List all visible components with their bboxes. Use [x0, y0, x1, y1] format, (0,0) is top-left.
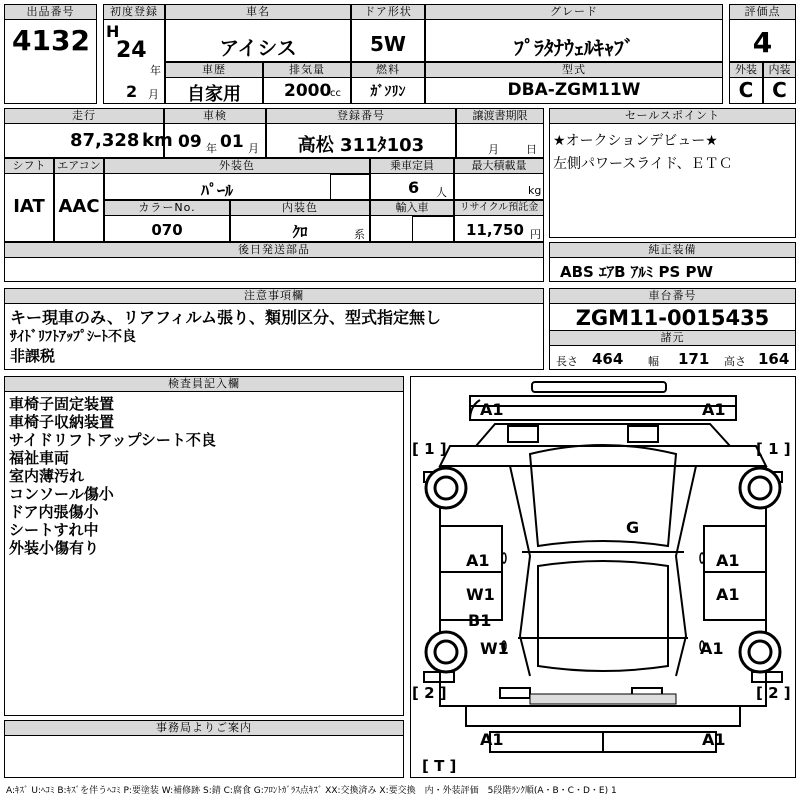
- first-reg-label: 初度登録: [103, 4, 165, 20]
- load-unit: kg: [528, 184, 542, 197]
- chassis-number: ZGM11-0015435: [575, 306, 770, 330]
- inspector-line: 室内薄汚れ: [9, 467, 85, 485]
- sales-point: ★オークションデビュー★: [553, 133, 718, 149]
- int-label: 内装: [763, 62, 796, 78]
- inspector-line: シートすれ中: [9, 521, 99, 539]
- reg-month-unit: 月: [148, 88, 159, 101]
- height: 164: [758, 350, 790, 368]
- damage-mark: G: [626, 518, 640, 537]
- damage-mark: A1: [700, 639, 724, 658]
- shift: IAT: [13, 196, 45, 217]
- damage-mark: A1: [716, 551, 740, 570]
- load-label: 最大積載量: [454, 158, 544, 174]
- era: H: [106, 22, 120, 41]
- interior-color-unit: 系: [354, 228, 365, 241]
- spec-label: 諸元: [549, 330, 796, 346]
- length-label: 長さ: [556, 355, 578, 368]
- model-type: DBA-ZGM11W: [507, 80, 641, 100]
- inspect-year: 09: [178, 132, 202, 152]
- damage-mark: W1: [480, 639, 509, 658]
- door-label: ドア形状: [351, 4, 425, 20]
- door-type: 5W: [370, 32, 406, 56]
- length: 464: [592, 350, 624, 368]
- damage-mark: A1: [480, 400, 504, 419]
- zone-bracket: [ T ]: [422, 757, 457, 775]
- import-subcell: [412, 216, 454, 242]
- recycle-fee: 11,750: [466, 221, 524, 239]
- damage-mark: A1: [480, 730, 504, 749]
- interior-color-label: 内装色: [230, 200, 370, 216]
- width-label: 幅: [648, 355, 659, 368]
- interior-color: ｸﾛ: [292, 223, 308, 241]
- aircon: AAC: [58, 196, 100, 217]
- disp-unit: cc: [330, 88, 341, 99]
- color-number: 070: [151, 221, 183, 239]
- exterior-color: ﾊﾟｰﾙ: [200, 181, 233, 200]
- plate-number: 高松 311ﾀ103: [297, 135, 425, 156]
- capacity-unit: 人: [436, 186, 447, 199]
- grade: ﾌﾟﾗﾀﾅｳｪﾙｷｬﾌﾞ: [514, 36, 634, 60]
- later-parts-label: 後日発送部品: [4, 242, 544, 258]
- ext-grade: C: [738, 78, 754, 102]
- note-line: ｻｲﾄﾞﾘﾌﾄｱｯﾌﾟｼｰﾄ不良: [10, 329, 136, 345]
- ext-label: 外装: [729, 62, 763, 78]
- inspector-line: ドア内張傷小: [9, 503, 99, 521]
- model-label: 車名: [165, 4, 351, 20]
- note-line: 非課税: [10, 347, 56, 365]
- fuel-label: 燃料: [351, 62, 425, 78]
- inspector-line: 車椅子固定装置: [9, 395, 115, 413]
- fuel: ｶﾞｿﾘﾝ: [370, 84, 406, 100]
- office-label: 事務局よりご案内: [4, 720, 404, 736]
- int-grade: C: [772, 78, 787, 102]
- zone-bracket: [ 2 ]: [756, 684, 791, 702]
- reg-year: 24: [116, 38, 147, 63]
- equip-label: 純正装備: [549, 242, 796, 258]
- import-label: 輸入車: [370, 200, 454, 216]
- plate-label: 登録番号: [266, 108, 456, 124]
- damage-mark: A1: [466, 551, 490, 570]
- score: 4: [752, 26, 773, 59]
- color-subcell: [330, 174, 370, 200]
- mileage: 87,328: [70, 130, 140, 151]
- reg-year-unit: 年: [150, 64, 161, 77]
- sales-point: 左側パワースライド、ＥＴＣ: [553, 156, 733, 172]
- width: 171: [678, 350, 710, 368]
- reg-month: 2: [126, 82, 138, 101]
- inspect-year-unit: 年: [206, 142, 217, 155]
- damage-mark: A1: [702, 730, 726, 749]
- inspector-line: 車椅子収納装置: [9, 413, 115, 431]
- displacement: 2000: [284, 81, 332, 101]
- mileage-label: 走行: [4, 108, 164, 124]
- zone-bracket: [ 1 ]: [412, 440, 447, 458]
- history-label: 車歴: [165, 62, 263, 78]
- transfer-label: 譲渡書期限: [456, 108, 544, 124]
- recycle-unit: 円: [530, 228, 541, 241]
- score-label: 評価点: [729, 4, 796, 20]
- note-line: キー現車のみ、リアフィルム張り、類別区分、型式指定無し: [10, 308, 442, 327]
- sales-points-box: [549, 108, 796, 238]
- inspect-month: 01: [220, 132, 244, 152]
- lot-number: 4132: [12, 24, 90, 57]
- zone-bracket: [ 1 ]: [756, 440, 791, 458]
- inspector-label: 検査員記入欄: [4, 376, 404, 392]
- model-name: アイシス: [219, 36, 297, 60]
- grade-label: グレード: [425, 4, 723, 20]
- damage-mark: A1: [702, 400, 726, 419]
- inspector-line: サイドリフトアップシート不良: [9, 431, 216, 449]
- color-label: 外装色: [104, 158, 370, 174]
- chassis-label: 車台番号: [549, 288, 796, 304]
- capacity: 6: [408, 178, 420, 197]
- notes-label: 注意事項欄: [4, 288, 544, 304]
- zone-bracket: [ 2 ]: [412, 684, 447, 702]
- type-label: 型式: [425, 62, 723, 78]
- lot-label: 出品番号: [4, 4, 97, 20]
- damage-mark: B1: [468, 611, 492, 630]
- car-diagram: [410, 376, 796, 778]
- sales-points-label: セールスポイント: [549, 108, 796, 124]
- inspect-month-unit: 月: [248, 142, 259, 155]
- transfer-month: 月: [488, 143, 499, 156]
- legend: A:ｷｽﾞ U:ﾍｺﾐ B:ｷｽﾞを伴うﾍｺﾐ P:要塗装 W:補修跡 S:錆 C:腐食 G:ﾌﾛﾝﾄｶﾞﾗｽ点ｷｽﾞ XX:交換済み X:要交換 内・外装評価 5段階ﾗﾝｸ順(A・B・C・D・E) 1: [6, 786, 617, 796]
- height-label: 高さ: [724, 355, 746, 368]
- inspect-label: 車検: [164, 108, 266, 124]
- inspector-line: 外装小傷有り: [9, 539, 100, 557]
- mileage-unit: km: [142, 130, 173, 151]
- shift-label: シフト: [4, 158, 54, 174]
- damage-mark: W1: [466, 585, 495, 604]
- capacity-label: 乗車定員: [370, 158, 454, 174]
- damage-mark: A1: [716, 585, 740, 604]
- disp-label: 排気量: [263, 62, 351, 78]
- color-no-label: カラーNo.: [104, 200, 230, 216]
- recycle-label: リサイクル預託金: [454, 200, 544, 216]
- equipment: ABS ｴｱB ｱﾙﾐ PS PW: [560, 263, 714, 281]
- history: 自家用: [187, 84, 241, 105]
- inspector-line: コンソール傷小: [9, 485, 114, 503]
- ac-label: エアコン: [54, 158, 104, 174]
- transfer-day: 日: [526, 143, 537, 156]
- inspector-line: 福祉車両: [9, 449, 70, 467]
